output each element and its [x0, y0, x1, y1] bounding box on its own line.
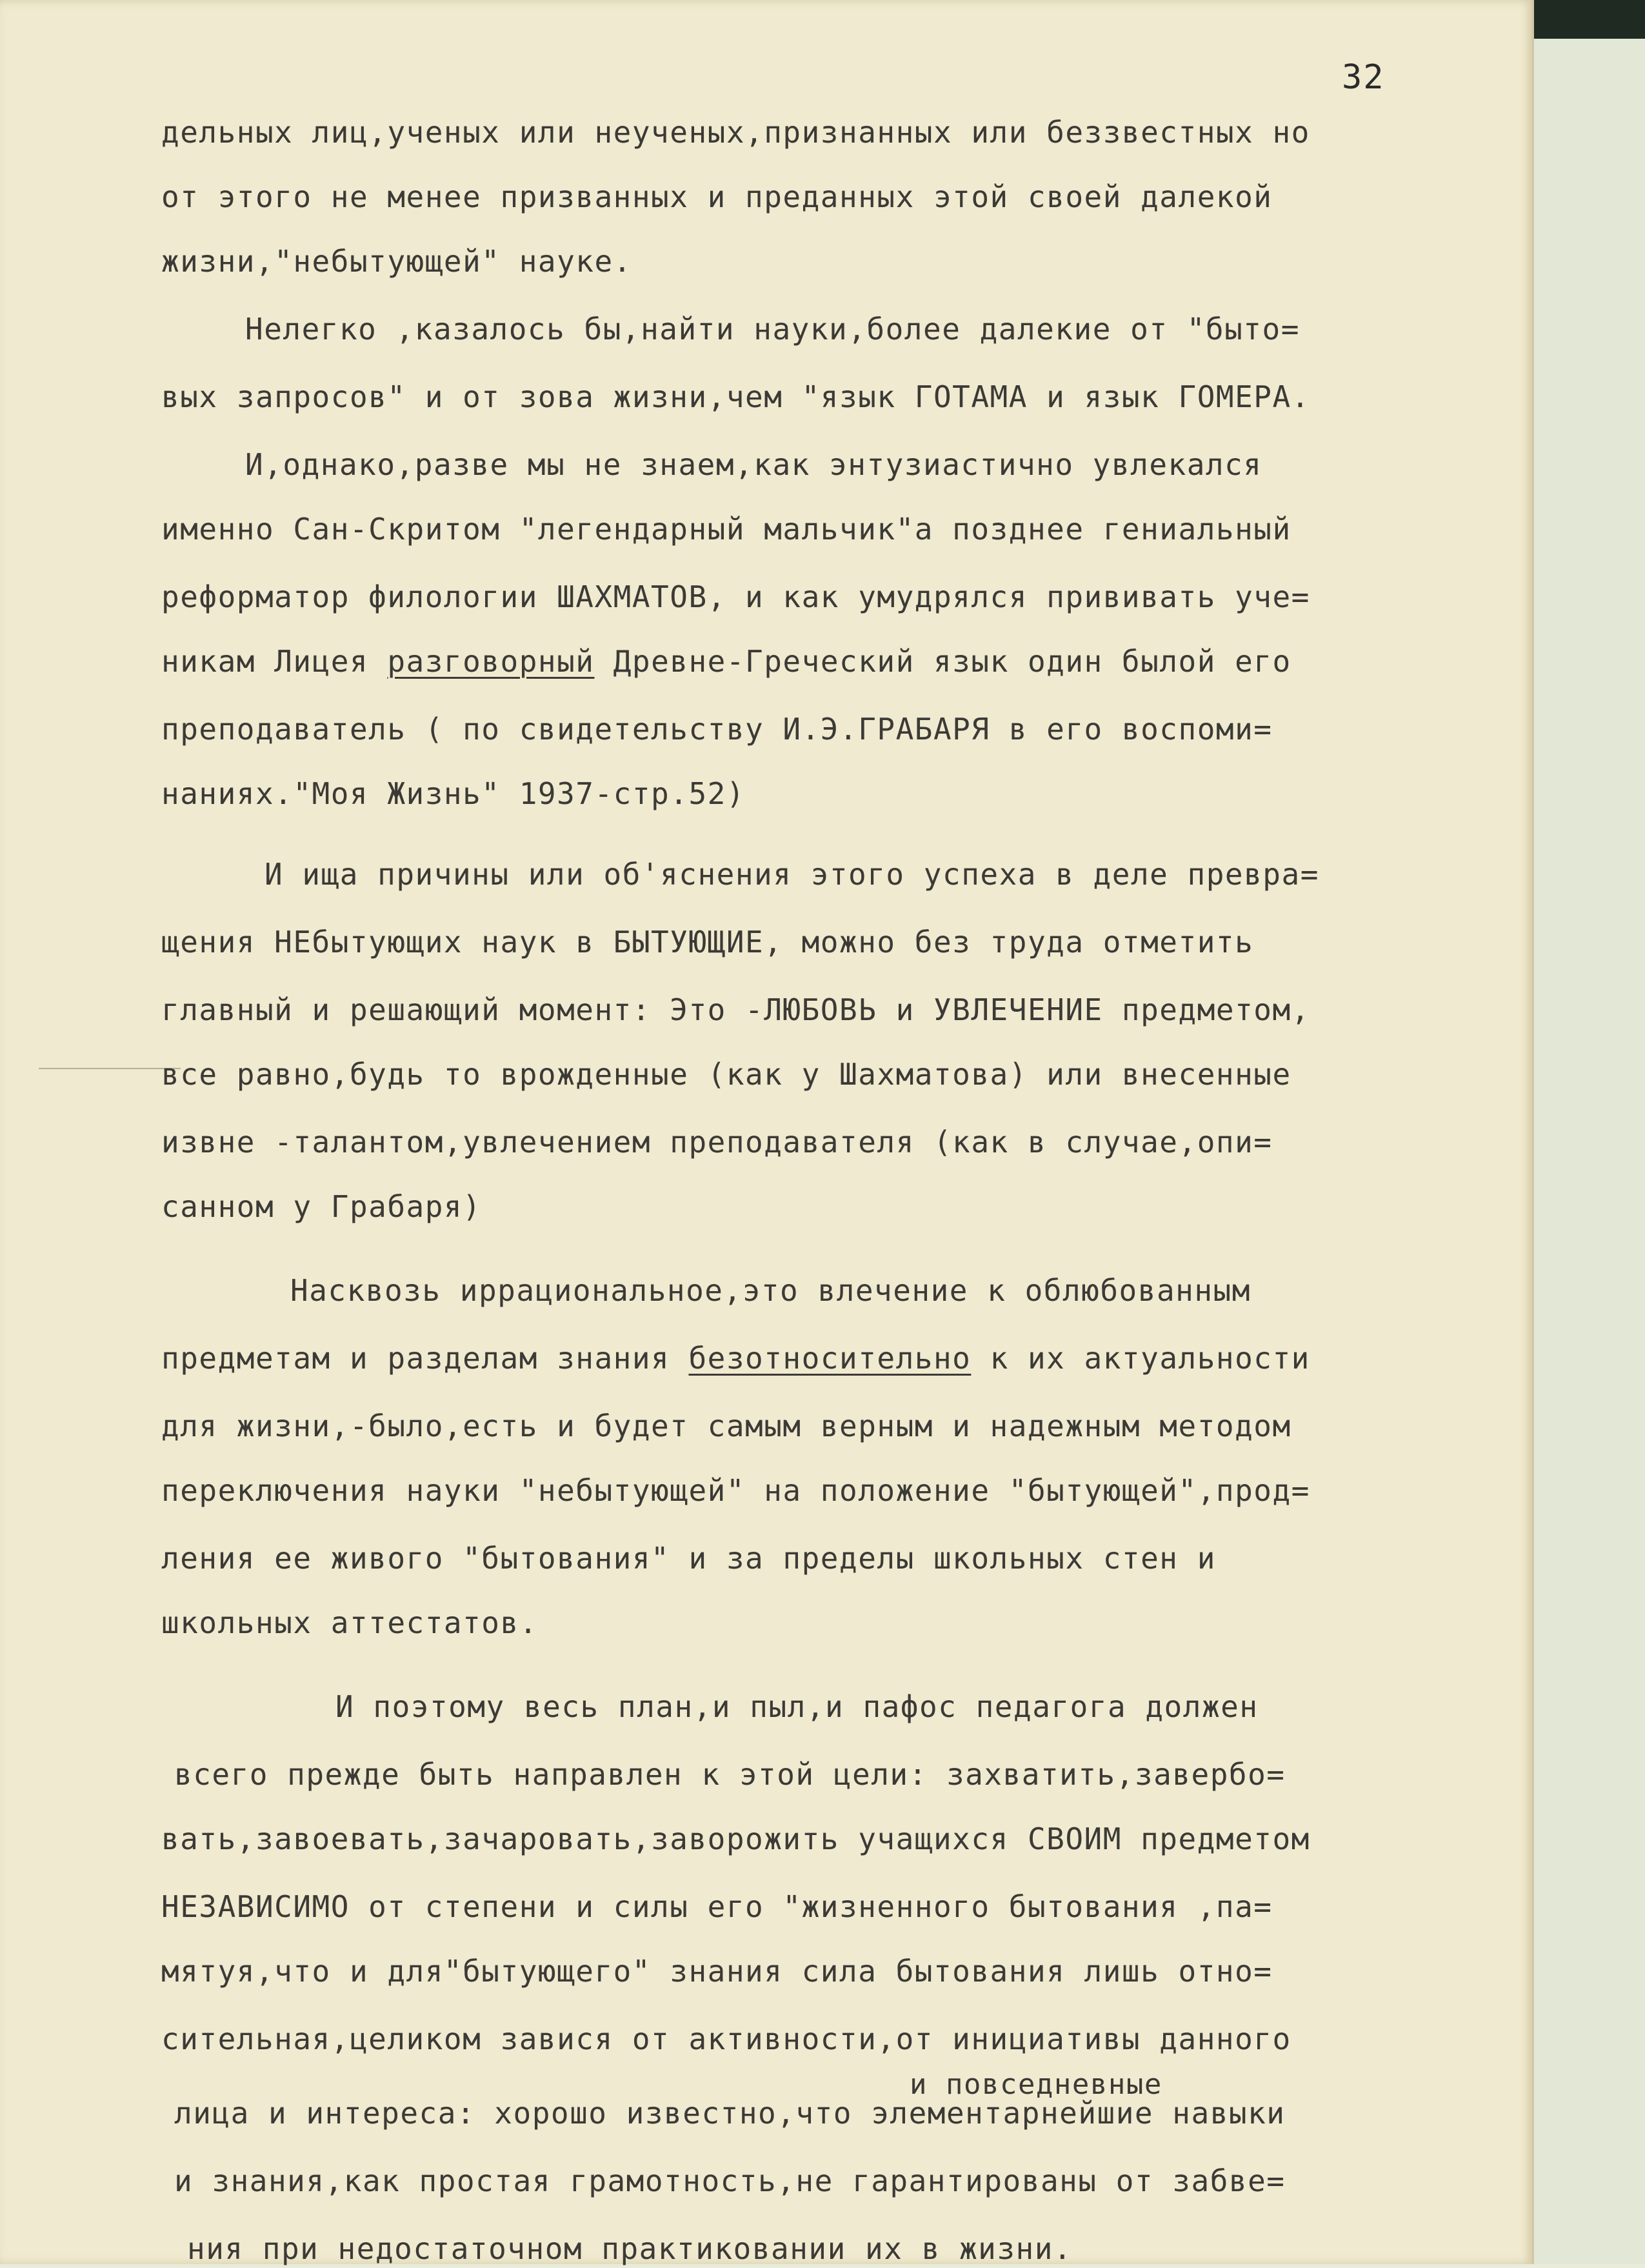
typed-insertion: и повседневные [910, 2068, 1162, 2101]
text-line: сительная,целиком завися от активности,от инициативы данного [161, 2022, 1291, 2056]
text-line: жизни,"небытующей" науке. [161, 244, 632, 279]
text-line: школьных аттестатов. [161, 1605, 538, 1640]
text-line: санном у Грабаря) [161, 1189, 482, 1224]
text-line: преподаватель ( по свидетельству И.Э.ГРАБАРЯ в его воспоми= [161, 712, 1273, 747]
text-line: извне -талантом,увлечением преподавателя (как в случае,опи= [161, 1125, 1273, 1159]
text-line: всего прежде быть направлен к этой цели: захватить,завербо= [174, 1757, 1286, 1792]
text-line [161, 1339, 1310, 1378]
text-line: именно Сан-Скритом "легендарный мальчик"а позднее гениальный [161, 512, 1291, 547]
text-line: Насквозь иррациональное,это влечение к облюбованным [290, 1273, 1251, 1308]
text-segment: предметам и разделам знания [161, 1341, 689, 1376]
underlined-word: разговорный [387, 644, 595, 679]
text-line: все равно,будь то врожденные (как у Шахматова) или внесенные [161, 1057, 1291, 1092]
text-line [161, 642, 1291, 681]
text-segment: никам Лицея [161, 644, 388, 679]
text-line: реформатор филологии ШАХМАТОВ, и как умудрялся прививать уче= [161, 579, 1310, 614]
text-line: переключения науки "небытующей" на положение "бытующей",прод= [161, 1473, 1310, 1508]
text-line: И поэтому весь план,и пыл,и пафос педагога должен [335, 1689, 1259, 1724]
underlined-word: безотносительно [688, 1341, 972, 1376]
text-line: наниях."Моя Жизнь" 1937-стр.52) [161, 776, 746, 811]
text-line: щения НЕбытующих наук в БЫТУЮЩИЕ, можно без труда отметить [161, 925, 1254, 959]
text-line: Нелегко ,казалось бы,найти науки,более далекие от "быто= [245, 312, 1300, 346]
text-line: мятуя,что и для"бытующего" знания сила бытования лишь отно= [161, 1954, 1273, 1989]
text-line: вых запросов" и от зова жизни,чем "язык ГОТАМА и язык ГОМЕРА. [161, 379, 1310, 414]
text-line: лица и интереса: хорошо известно,что элементарнейшие навыки [174, 2096, 1286, 2131]
text-line: НЕЗАВИСИМО от степени и силы его "жизненного бытования ,па= [161, 1889, 1273, 1924]
faint-bleed-through-mark [1400, 474, 1516, 494]
text-line: главный и решающий момент: Это -ЛЮБОВЬ и УВЛЕЧЕНИЕ предметом, [161, 992, 1310, 1027]
text-line: для жизни,-было,есть и будет самым верным и надежным методом [161, 1409, 1291, 1443]
text-line: вать,завоевать,зачаровать,заворожить учащихся СВОИМ предметом [161, 1821, 1310, 1856]
text-line: ления ее живого "бытования" и за пределы школьных стен и [161, 1541, 1216, 1576]
text-line: дельных лиц,ученых или неученых,признанных или беззвестных но [161, 115, 1310, 150]
text-line: и знания,как простая грамотность,не гарантированы от забве= [174, 2163, 1286, 2198]
scan-dark-corner [1534, 0, 1645, 39]
text-line: И ища причины или об'яснения этого успеха в деле превра= [264, 857, 1319, 892]
margin-pencil-line [39, 1068, 181, 1069]
text-line: ния при недостаточном практиковании их в жизни. [187, 2231, 1073, 2266]
scan-background-edge [1532, 0, 1645, 2264]
text-line: И,однако,разве мы не знаем,как энтузиастично увлекался [245, 447, 1262, 482]
text-segment: Древне-Греческий язык один былой его [594, 644, 1291, 679]
text-line: от этого не менее призванных и преданных этой своей далекой [161, 179, 1273, 214]
text-segment: к их актуальности [971, 1341, 1310, 1376]
page-number: 32 [1342, 58, 1385, 97]
faint-bleed-through-mark [77, 474, 219, 494]
